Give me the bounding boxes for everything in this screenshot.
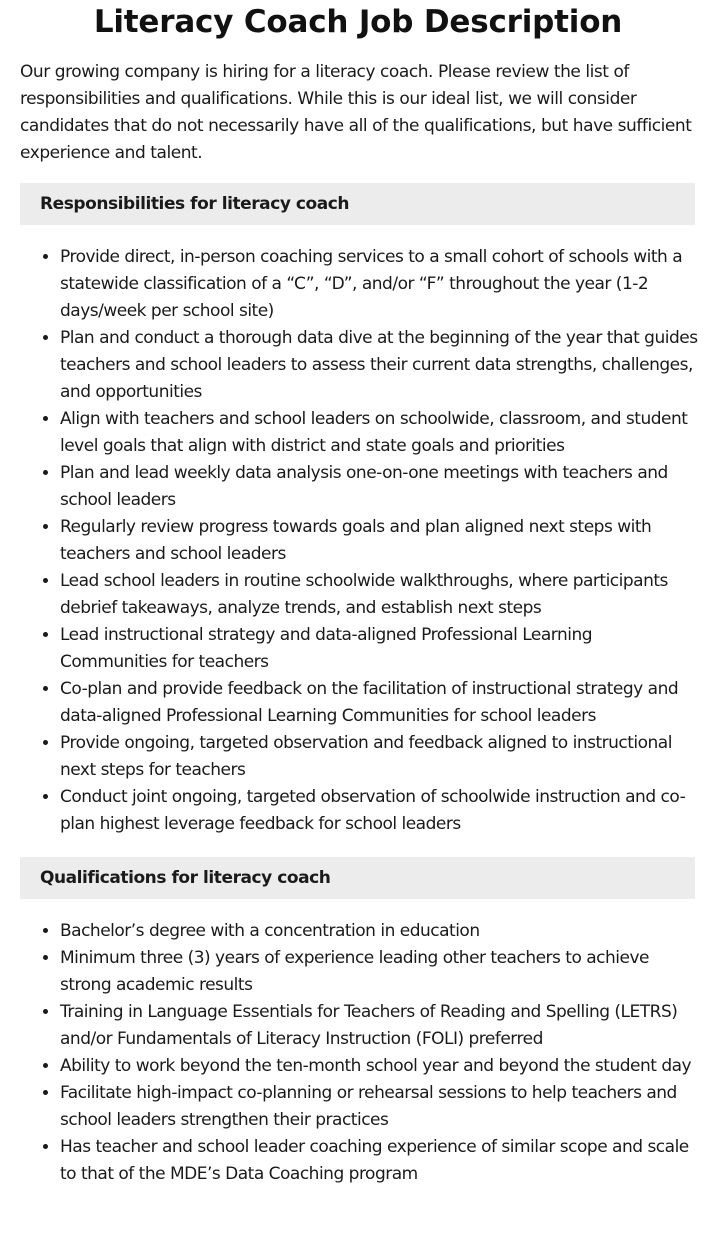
responsibility-item: • Plan and conduct a thorough data dive at the beginning of the year that guides teachers and school leaders to assess their current data strengths, challenges, and opportunities bbox=[60, 325, 700, 406]
responsibility-item: • Plan and lead weekly data analysis one-on-one meetings with teachers and school leaders bbox=[60, 460, 700, 514]
responsibility-item: • Lead school leaders in routine schoolwide walkthroughs, where participants debrief takeaways, analyze trends, and establish next steps bbox=[60, 568, 700, 622]
responsibility-item: • Regularly review progress towards goals and plan aligned next steps with teachers and school leaders bbox=[60, 514, 700, 568]
qualifications-list bbox=[20, 918, 700, 1188]
responsibilities-heading: Responsibilities for literacy coach bbox=[20, 183, 695, 225]
responsibility-item: • Align with teachers and school leaders on schoolwide, classroom, and student level goals that align with district and state goals and priorities bbox=[60, 406, 700, 460]
qualification-item: • Ability to work beyond the ten-month school year and beyond the student day bbox=[60, 1053, 700, 1080]
responsibility-item: • Lead instructional strategy and data-aligned Professional Learning Communities for teachers bbox=[60, 622, 700, 676]
qualification-item: • Facilitate high-impact co-planning or rehearsal sessions to help teachers and school leaders strengthen their practices bbox=[60, 1080, 700, 1134]
qualification-item: • Minimum three (3) years of experience leading other teachers to achieve strong academic results bbox=[60, 945, 700, 999]
qualification-item: • Training in Language Essentials for Teachers of Reading and Spelling (LETRS) and/or Fundamentals of Literacy Instruction (FOLI) preferred bbox=[60, 999, 700, 1053]
responsibility-item: • Provide ongoing, targeted observation and feedback aligned to instructional next steps for teachers bbox=[60, 730, 700, 784]
responsibility-item: • Conduct joint ongoing, targeted observation of schoolwide instruction and co-plan highest leverage feedback for school leaders bbox=[60, 784, 700, 838]
page-title: Literacy Coach Job Description bbox=[93, 4, 623, 40]
intro-paragraph: Our growing company is hiring for a literacy coach. Please review the list of responsibilities and qualifications. While this is our ideal list, we will consider candidates that do not necessarily have all of the qualifications, but have sufficient experience and talent. bbox=[20, 62, 692, 163]
responsibility-item: • Provide direct, in-person coaching services to a small cohort of schools with a statewide classification of a “C”, “D”, and/or “F” throughout the year (1-2 days/week per school site) bbox=[60, 244, 700, 325]
qualifications-heading: Qualifications for literacy coach bbox=[20, 857, 695, 899]
responsibilities-list bbox=[20, 244, 700, 838]
qualification-item: • Bachelor’s degree with a concentration in education bbox=[60, 918, 700, 945]
qualification-item: • Has teacher and school leader coaching experience of similar scope and scale to that of the MDE’s Data Coaching program bbox=[60, 1134, 700, 1188]
responsibility-item: • Co-plan and provide feedback on the facilitation of instructional strategy and data-aligned Professional Learning Communities for school leaders bbox=[60, 676, 700, 730]
